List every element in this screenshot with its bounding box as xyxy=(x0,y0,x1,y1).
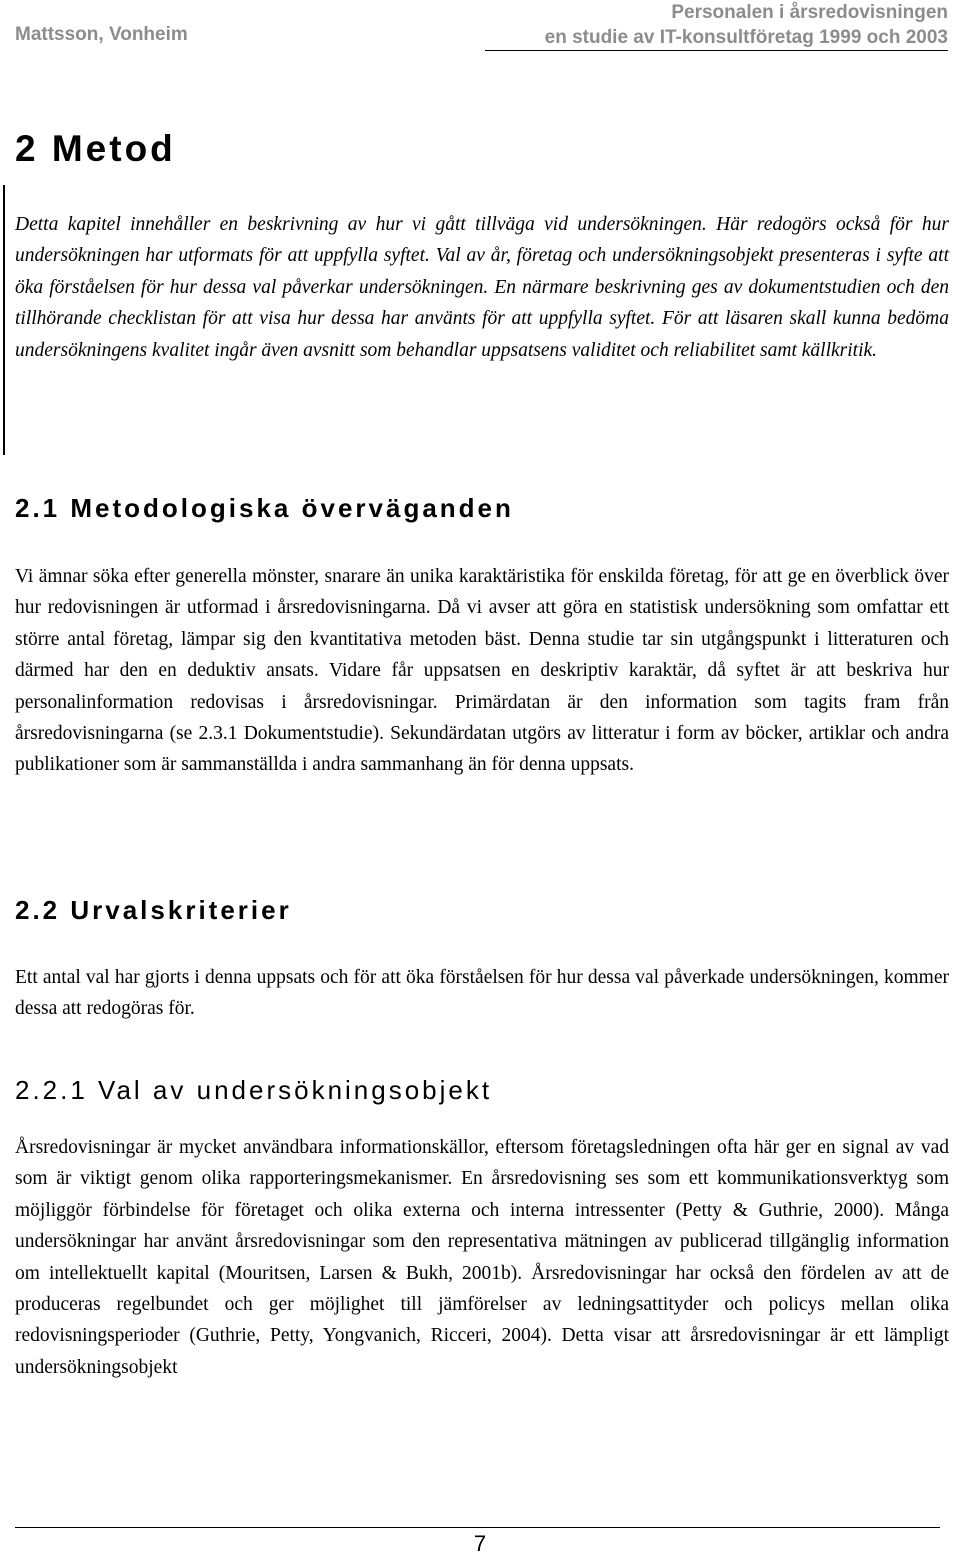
margin-change-bar xyxy=(3,185,5,455)
page-header xyxy=(15,0,948,52)
header-title-line-2: en studie av IT-konsultföretag 1999 och 2003 xyxy=(544,27,948,48)
chapter-intro-paragraph: Detta kapitel innehåller en beskrivning av hur vi gått tillväga vid undersökningen. Här redogörs också för hur undersökningen har utformats för att uppfylla syftet. Val av år, företag och undersökningsobjekt presenteras i syfte att öka förståelsen för hur dessa val påverkar undersökningen. En närmare beskrivning ges av dokumentstudien och den tillhörande checklistan för att visa hur dessa har använts för att uppfylla syftet. För att läsaren skall kunna bedöma undersökningens kvalitet ingår även avsnitt som behandlar uppsatsens validitet och reliabilitet samt källkritik. xyxy=(15,214,949,361)
section-title-urvalskriterier: 2.2 Urvalskriterier xyxy=(15,895,292,925)
subsection-paragraph-undersokningsobjekt: Årsredovisningar är mycket användbara informationskällor, eftersom företagsledningen ofta här ger en signal av vad som är viktigt genom olika rapporteringsmekanismer. En årsredovisning ses som ett kommunikationsverktyg som möjliggör förbindelse för företaget och olika externa och interna intressenter (Petty & Guthrie, 2000). Många undersökningar har använt årsredovisningar som den representativa mätningen av publicerad tillgänglig information om intellektuellt kapital (Mouritsen, Larsen & Bukh, 2001b). Årsredovisningar har också den fördelen av att de produceras regelbundet och ger möjlighet till jämförelser av ledningsattityder och policys mellan olika redovisningsperioder (Guthrie, Petty, Yongvanich, Ricceri, 2004). Detta visar att årsredovisningar är ett lämpligt undersökningsobjekt xyxy=(15,1137,949,1378)
header-authors: Mattsson, Vonheim xyxy=(15,24,188,45)
section-paragraph-metodologiska: Vi ämnar söka efter generella mönster, snarare än unika karaktäristika för enskilda företag, för att ge en överblick över hur redovisningen är utformad i årsredovisningarna. Då vi avser att göra en statistisk undersökning som omfattar ett större antal företag, lämpar sig den kvantitativa metoden bäst. Denna studie tar sin utgångspunkt i litteraturen och därmed har den en deduktiv ansats. Vidare får uppsatsen en deskriptiv karaktär, då syftet är att beskriva hur personalinformation redovisas i årsredovisningar. Primärdatan är den information som tagits fram från årsredovisningarna (se 2.3.1 Dokumentstudie). Sekundärdatan utgörs av litteratur i form av böcker, artiklar och andra publikationer som är sammanställda i andra sammanhang än för denna uppsats. xyxy=(15,566,949,776)
header-title xyxy=(545,0,948,50)
section-paragraph-urvalskriterier: Ett antal val har gjorts i denna uppsats och för att öka förståelsen för hur dessa val påverkade undersökningen, kommer dessa att redogöras för. xyxy=(15,967,949,1020)
footer-rule xyxy=(15,1527,940,1528)
page-number: 7 xyxy=(473,1531,487,1556)
header-rule xyxy=(485,50,948,51)
section-title-metodologiska: 2.1 Metodologiska överväganden xyxy=(15,493,514,523)
subsection-title-undersokningsobjekt: 2.2.1 Val av undersökningsobjekt xyxy=(15,1075,493,1105)
chapter-title: 2 Metod xyxy=(15,128,176,169)
header-title-line-1: Personalen i årsredovisningen xyxy=(671,2,948,23)
